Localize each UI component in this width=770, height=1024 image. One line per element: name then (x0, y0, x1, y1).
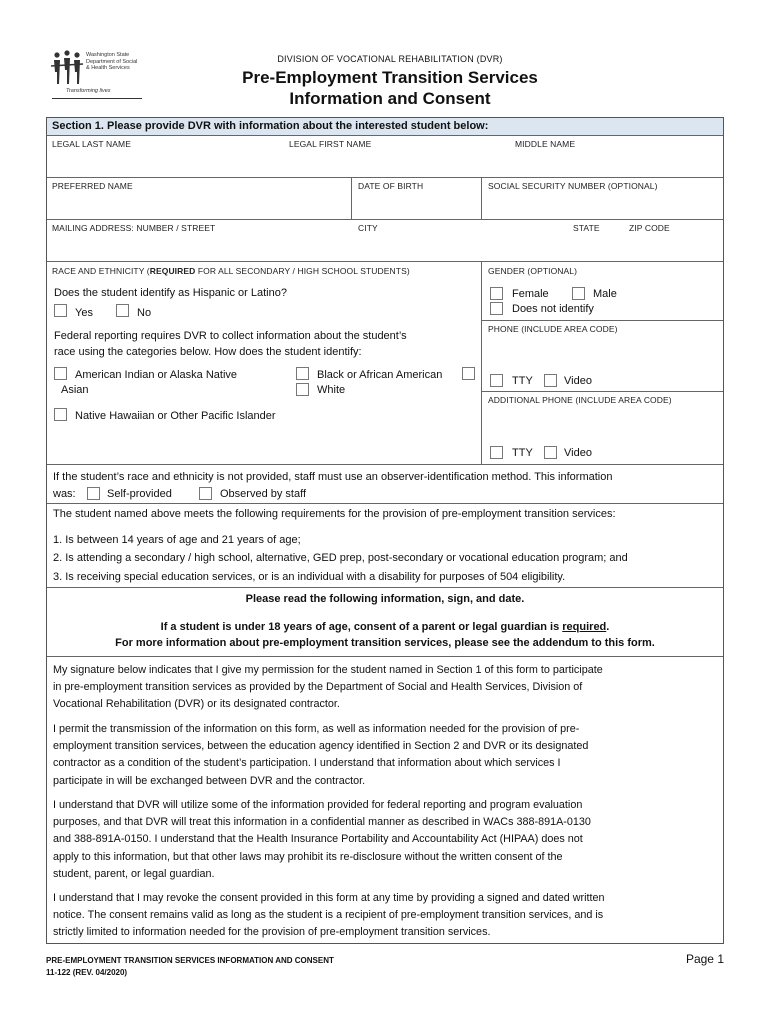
hispanic-no-label: No (137, 307, 152, 319)
observed-by-staff-checkbox[interactable] (199, 487, 212, 500)
self-provided-label: Self-provided (107, 488, 172, 500)
asian-checkbox[interactable] (462, 367, 475, 380)
american-indian-label: American Indian or Alaska Native (75, 369, 238, 381)
requirements-intro: The student named above meets the following requirements for the provision of pre-employment transition services: (53, 508, 616, 520)
requirement-item: 1. Is between 14 years of age and 21 years of age; (53, 534, 301, 546)
requirement-item: 2. Is attending a secondary / high school, alternative, GED prep, post-secondary or vocational education program; and (53, 552, 628, 564)
black-checkbox[interactable] (296, 367, 309, 380)
ssn-label: SOCIAL SECURITY NUMBER (OPTIONAL) (488, 181, 658, 191)
federal-reporting-text-2: race using the categories below. How does the student identify: (54, 346, 362, 358)
male-label: Male (593, 288, 617, 300)
additional-video-label: Video (564, 447, 592, 459)
logo-underline (52, 98, 142, 99)
hispanic-no-checkbox[interactable] (116, 304, 129, 317)
page-number: Page 1 (685, 952, 724, 966)
state-label: STATE (573, 223, 600, 233)
consent-form (46, 117, 724, 944)
hispanic-yes-checkbox[interactable] (54, 304, 67, 317)
observed-by-staff-label: Observed by staff (220, 488, 307, 500)
consent-paragraph-3: I understand that DVR will utilize some of the information provided for federal reporting and program evaluation purposes, and that DVR will treat this information in a confidential manner as described in WACs 388-891A-0130 and 388-891A-0150. I understand that the Health Insurance Portability and Accountability Act (HIPAA) does not apply to this information, but that other laws may prohibit its re-disclosure without the written consent of the student, parent, or legal guardian. (53, 799, 591, 880)
federal-reporting-text-1: Federal reporting requires DVR to collect information about the student’s (54, 330, 407, 342)
phone-tty-label: TTY (512, 375, 533, 387)
phone-tty-checkbox[interactable] (490, 374, 503, 387)
not-identify-checkbox[interactable] (490, 302, 503, 315)
observer-was-label: was: (53, 488, 76, 500)
white-checkbox[interactable] (296, 383, 309, 396)
mailing-address-label: MAILING ADDRESS: NUMBER / STREET (52, 223, 216, 233)
hispanic-yes-label: Yes (75, 307, 93, 319)
female-checkbox[interactable] (490, 287, 503, 300)
black-label: Black or African American (317, 369, 443, 381)
under-18-notice: If a student is under 18 years of age, consent of a parent or legal guardian is required. (160, 621, 610, 633)
city-label: CITY (358, 223, 378, 233)
legal-last-name-label: LEGAL LAST NAME (52, 139, 131, 149)
self-provided-checkbox[interactable] (87, 487, 100, 500)
asian-label: Asian (61, 384, 89, 396)
consent-paragraph-1: My signature below indicates that I give my permission for the student named in Section 1 of this form to participate in pre-employment transition services as provided by the Department of Social and Health Services, Division of Vocational Rehabilitation (DVR) or its designated contractor. (53, 664, 603, 711)
legal-first-name-label: LEGAL FIRST NAME (289, 139, 372, 149)
hawaiian-label: Native Hawaiian or Other Pacific Islander (75, 410, 276, 422)
american-indian-checkbox[interactable] (54, 367, 67, 380)
hawaiian-checkbox[interactable] (54, 408, 67, 421)
logo-tagline: Transforming lives (66, 88, 111, 94)
gender-label: GENDER (OPTIONAL) (488, 266, 578, 276)
form-header (190, 54, 590, 109)
dshs-people-icon (50, 50, 84, 86)
form-footer (46, 955, 334, 979)
race-ethnicity-label: RACE AND ETHNICITY (REQUIRED FOR ALL SECONDARY / HIGH SCHOOL STUDENTS) (52, 266, 410, 276)
section1-heading: Section 1. Please provide DVR with information about the interested student below: (47, 118, 723, 136)
consent-paragraph-2: I permit the transmission of the information on this form, as well as information needed for the provision of pre- employment transition services, between the education agency identified in Section 2 and DVR or its designated contractor as a condition of the student’s participation. I understand that information about which services I participate in will be exchanged between DVR and the contractor. (53, 723, 589, 787)
middle-name-label: MIDDLE NAME (515, 139, 576, 149)
addendum-notice: For more information about pre-employment transition services, please see the addendum to this form. (115, 637, 655, 649)
additional-tty-checkbox[interactable] (490, 446, 503, 459)
observer-text: If the student’s race and ethnicity is not provided, staff must use an observer-identification method. This information (53, 471, 613, 483)
not-identify-label: Does not identify (512, 303, 594, 315)
female-label: Female (512, 288, 549, 300)
logo-org-name: Washington State Department of Social & Health Services (86, 52, 138, 71)
phone-video-label: Video (564, 375, 592, 387)
male-checkbox[interactable] (572, 287, 585, 300)
please-read-text: Please read the following information, sign, and date. (245, 593, 525, 605)
footer-form-title: PRE-EMPLOYMENT TRANSITION SERVICES INFORMATION AND CONSENT (46, 956, 334, 965)
additional-phone-label: ADDITIONAL PHONE (INCLUDE AREA CODE) (488, 395, 672, 405)
consent-paragraph-4: I understand that I may revoke the consent provided in this form at any time by providing a signed and dated written notice. The consent remains valid as long as the student is a recipient of pre-employment transition services, and is strictly limited to information needed for the provision of pre-employment transition services. (53, 892, 605, 939)
additional-tty-label: TTY (512, 447, 533, 459)
footer-form-number: 11-122 (REV. 04/2020) (46, 968, 128, 977)
hispanic-question: Does the student identify as Hispanic or Latino? (54, 287, 287, 299)
dshs-logo (50, 48, 146, 100)
preferred-name-label: PREFERRED NAME (52, 181, 133, 191)
form-title-line2: Information and Consent (289, 89, 491, 108)
form-title-line1: Pre-Employment Transition Services (242, 68, 538, 87)
additional-video-checkbox[interactable] (544, 446, 557, 459)
zip-code-label: ZIP CODE (629, 223, 670, 233)
white-label: White (317, 384, 346, 396)
division-name: DIVISION OF VOCATIONAL REHABILITATION (DVR) (277, 54, 503, 64)
phone-label: PHONE (INCLUDE AREA CODE) (488, 324, 618, 334)
date-of-birth-label: DATE OF BIRTH (358, 181, 424, 191)
phone-video-checkbox[interactable] (544, 374, 557, 387)
requirement-item: 3. Is receiving special education services, or is an individual with a disability for purposes of 504 eligibility. (53, 571, 566, 583)
